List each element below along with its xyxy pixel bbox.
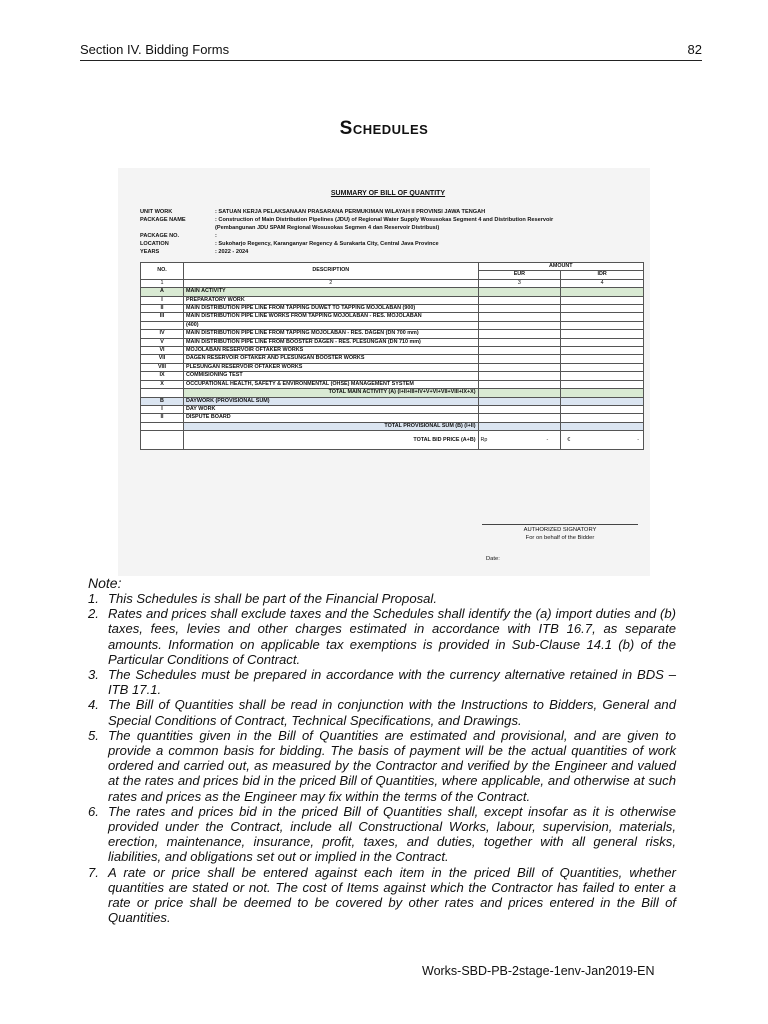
row-no: II <box>141 414 184 422</box>
boq-info-block <box>140 208 645 256</box>
note-text: The Bill of Quantities shall be read in conjunction with the Instructions to Bidders, General and Special Conditions of Contract, Technical Specifications, and Drawings. <box>108 697 676 728</box>
row-eur <box>478 296 561 304</box>
info-label <box>140 224 215 232</box>
note-number: 2. <box>88 606 99 622</box>
row-no: B <box>141 397 184 405</box>
row-eur <box>478 347 561 355</box>
table-row <box>141 288 644 296</box>
row-description: DAY WORK <box>184 405 479 413</box>
col-description-header: DESCRIPTION <box>184 263 479 280</box>
info-row <box>140 232 645 240</box>
row-no: III <box>141 313 184 321</box>
row-description: MAIN DISTRIBUTION PIPE LINE FROM TAPPING DUWET TO TAPPING MOJOLABAN (900) <box>184 305 479 313</box>
row-description: TOTAL MAIN ACTIVITY (A) (I+II+III+IV+V+VI+VII+VIII+IX+X) <box>184 389 479 397</box>
info-label: UNIT WORK <box>140 209 173 215</box>
note-item <box>88 865 676 926</box>
eur-prefix: Rp <box>480 437 488 444</box>
note-text: Rates and prices shall exclude taxes and the Schedules shall identify the (a) import duties and (b) taxes, fees, levies and other charges estimated in accordance with ITB 16.7, as separate amounts. Information on applicable tax exemptions is provided in Sub-Clause 14.1 (b) of the Particular Conditions of Contract. <box>108 606 676 667</box>
info-value: : <box>215 233 217 239</box>
row-idr <box>561 422 644 430</box>
row-eur <box>478 305 561 313</box>
col-idr-header: IDR <box>561 271 644 279</box>
note-item <box>88 697 676 727</box>
note-number: 6. <box>88 803 99 819</box>
signature-line1: AUTHORIZED SIGNATORY <box>523 527 597 533</box>
table-row <box>141 414 644 422</box>
table-row <box>141 330 644 338</box>
info-row <box>140 248 645 256</box>
row-no: A <box>141 288 184 296</box>
info-value: (Pembangunan JDU SPAM Regional Wosusokas Segmen 4 dan Reservoir Distribusi) <box>215 225 440 231</box>
row-no: IX <box>141 372 184 380</box>
row-idr <box>561 338 644 346</box>
col-number: 1 <box>141 279 184 287</box>
total-bid-label: TOTAL BID PRICE (A+B) <box>184 431 479 450</box>
row-no: II <box>141 305 184 313</box>
row-description: PREPARATORY WORK <box>184 296 479 304</box>
row-description: (400) <box>184 321 479 329</box>
info-row <box>140 208 645 216</box>
row-no: I <box>141 405 184 413</box>
eur-value: - <box>546 437 549 444</box>
notes-list <box>88 591 676 925</box>
col-eur-header: EUR <box>478 271 561 279</box>
col-no-header: NO. <box>141 263 184 280</box>
note-number: 4. <box>88 697 99 713</box>
table-row <box>141 355 644 363</box>
info-value: : Sukoharjo Regency, Karanganyar Regency & Surakarta City, Central Java Province <box>215 241 439 247</box>
note-item <box>88 728 676 804</box>
info-value: : Construction of Main Distribution Pipelines (JDU) of Regional Water Supply Wosusokas Segment 4 and Distribution Reservoir <box>215 217 554 223</box>
note-item <box>88 606 676 667</box>
row-no: IV <box>141 330 184 338</box>
page-title: Schedules <box>339 118 429 139</box>
note-text: A rate or price shall be entered against each item in the priced Bill of Quantities, whether quantities are stated or not. The cost of Items against which the Contractor has failed to enter a rate or price shall be deemed to be covered by other rates and prices entered in the Bill of Quantities. <box>108 864 676 926</box>
boq-table <box>140 262 644 450</box>
note-text: This Schedules is shall be part of the Financial Proposal. <box>108 591 437 606</box>
table-row <box>141 305 644 313</box>
row-idr <box>561 380 644 388</box>
row-description: DAYWORK (PROVISIONAL SUM) <box>184 397 479 405</box>
info-row <box>140 240 645 248</box>
info-value: : 2022 - 2024 <box>215 249 249 255</box>
row-idr <box>561 288 644 296</box>
table-row <box>141 405 644 413</box>
row-eur <box>478 355 561 363</box>
table-row <box>141 347 644 355</box>
col-amount-header: AMOUNT <box>478 263 643 271</box>
row-description: PLESUNGAN RESERVOIR OFTAKER WORKS <box>184 363 479 371</box>
row-idr <box>561 405 644 413</box>
row-description: TOTAL PROVISIONAL SUM (B) (I+II) <box>184 422 479 430</box>
table-row <box>141 389 644 397</box>
row-idr <box>561 321 644 329</box>
note-number: 1. <box>88 591 99 606</box>
page-number: 82 <box>687 42 702 57</box>
idr-value: - <box>637 437 639 444</box>
row-idr <box>561 372 644 380</box>
table-row <box>141 313 644 321</box>
row-eur <box>478 380 561 388</box>
info-label: PACKAGE NAME <box>140 217 186 223</box>
signature-block <box>482 524 638 542</box>
row-eur <box>478 422 561 430</box>
row-eur <box>478 363 561 371</box>
signature-line2: For on behalf of the Bidder <box>525 535 595 541</box>
table-row <box>141 397 644 405</box>
note-item <box>88 804 676 865</box>
idr-prefix: € <box>567 437 571 444</box>
row-no: X <box>141 380 184 388</box>
row-no: VI <box>141 347 184 355</box>
row-idr <box>561 389 644 397</box>
date-label: Date: <box>486 556 500 562</box>
table-row <box>141 338 644 346</box>
table-row <box>141 372 644 380</box>
total-bid-idr <box>561 431 644 450</box>
note-number: 7. <box>88 864 99 880</box>
info-value: : SATUAN KERJA PELAKSANAAN PRASARANA PERMUKIMAN WILAYAH II PROVINSI JAWA TENGAH <box>215 209 486 215</box>
note-number: 5. <box>88 727 99 743</box>
row-idr <box>561 414 644 422</box>
row-no <box>141 431 184 450</box>
total-bid-eur <box>478 431 561 450</box>
row-idr <box>561 296 644 304</box>
row-idr <box>561 330 644 338</box>
row-eur <box>478 321 561 329</box>
row-idr <box>561 363 644 371</box>
page-header <box>80 42 702 61</box>
boq-title: SUMMARY OF BILL OF QUANTITY <box>330 190 446 197</box>
section-title: Section IV. Bidding Forms <box>80 42 230 57</box>
note-title: Note: <box>88 575 122 591</box>
row-eur <box>478 414 561 422</box>
row-idr <box>561 313 644 321</box>
row-description: OCCUPATIONAL HEALTH, SAFETY & ENVIRONMENTAL (OHSE) MANAGEMENT SYSTEM <box>184 380 479 388</box>
row-eur <box>478 397 561 405</box>
row-idr <box>561 305 644 313</box>
note-item <box>88 667 676 697</box>
row-description: COMMISIONING TEST <box>184 372 479 380</box>
row-description: MAIN DISTRIBUTION PIPE LINE FROM TAPPING MOJOLABAN - RES. DAGEN (DN 700 mm) <box>184 330 479 338</box>
total-bid-row <box>141 431 644 450</box>
row-no <box>141 321 184 329</box>
row-description: MAIN ACTIVITY <box>184 288 479 296</box>
row-no: V <box>141 338 184 346</box>
row-eur <box>478 313 561 321</box>
row-description: MAIN DISTRIBUTION PIPE LINE WORKS FROM TAPPING MOJOLABAN - RES. MOJOLABAN <box>184 313 479 321</box>
row-no: VII <box>141 355 184 363</box>
note-text: The Schedules must be prepared in accordance with the currency alternative retained in BDS – ITB 17.1. <box>108 667 676 698</box>
row-no <box>141 389 184 397</box>
row-eur <box>478 405 561 413</box>
info-row <box>140 216 645 224</box>
row-no: I <box>141 296 184 304</box>
row-no <box>141 422 184 430</box>
note-text: The quantities given in the Bill of Quantities are estimated and provisional, and are given to provide a common basis for bidding. The basis of payment will be the actual quantities of work ordered and carried out, as measured by the Contractor and verified by the Engineer and valued at the rates and prices bid in the priced Bill of Quantities, where applicable, and otherwise at such rates and prices as the Engineer may fix within the terms of the Contract. <box>108 727 676 804</box>
row-idr <box>561 397 644 405</box>
row-eur <box>478 330 561 338</box>
row-description: MOJOLABAN RESERVOIR OFTAKER WORKS <box>184 347 479 355</box>
info-label: PACKAGE NO. <box>140 233 180 239</box>
row-eur <box>478 338 561 346</box>
row-description: MAIN DISTRIBUTION PIPE LINE FROM BOOSTER DAGEN - RES. PLESUNGAN (DN 710 mm) <box>184 338 479 346</box>
note-item <box>88 591 676 606</box>
row-eur <box>478 288 561 296</box>
col-number: 3 <box>478 279 561 287</box>
row-idr <box>561 347 644 355</box>
table-row <box>141 422 644 430</box>
info-label: LOCATION <box>140 241 169 247</box>
table-row <box>141 296 644 304</box>
table-row <box>141 380 644 388</box>
table-row <box>141 321 644 329</box>
boq-scan-image <box>118 168 650 576</box>
note-number: 3. <box>88 667 99 683</box>
row-description: DISPUTE BOARD <box>184 414 479 422</box>
info-label: YEARS <box>140 249 160 255</box>
info-row <box>140 224 645 232</box>
row-description: DAGEN RESERVOIR OFTAKER AND PLESUNGAN BOOSTER WORKS <box>184 355 479 363</box>
row-idr <box>561 355 644 363</box>
table-row <box>141 363 644 371</box>
row-eur <box>478 372 561 380</box>
row-eur <box>478 389 561 397</box>
note-text: The rates and prices bid in the priced Bill of Quantities shall, except insofar as it is otherwise provided under the Contract, include all Constructional Works, labour, supervision, materials, erection, maintenance, insurance, profit, taxes, and duties, together with all general risks, liabilities, and obligations set out or implied in the Contract. <box>108 803 676 865</box>
col-number: 4 <box>561 279 644 287</box>
col-number: 2 <box>184 279 479 287</box>
row-no: VIII <box>141 363 184 371</box>
footer: Works-SBD-PB-2stage-1env-Jan2019-EN <box>422 964 655 978</box>
